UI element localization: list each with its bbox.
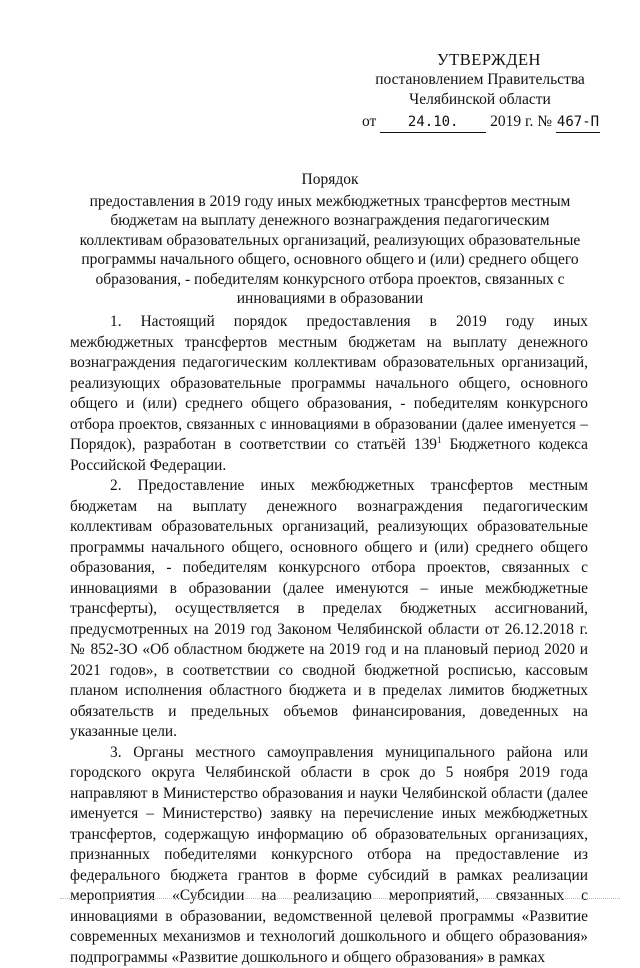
paragraph-2: 2. Предоставление иных межбюджетных трансфертов местным бюджетам на выплату денежного вознаграждения педагогическим коллективам образовательных организаций, реализующих образовательные программы начального общего, основного общего и (или) среднего общего образования, - победителям конкурсного отбора проектов, связанных с инновациями в образовании (далее именуются – иные межбюджетные трансферты), осуществляется в пределах бюджетных ассигнований, предусмотренных на 2019 год Законом Челябинской области от 26.12.2018 г. № 852-ЗО «Об областном бюджете на 2019 год и на плановый период 2020 и 2021 годов», в соответствии со сводной бюджетной росписью, кассовым планом исполнения областного бюджета и в пределах лимитов бюджетных обязательств и предельных объемов финансирования, доведенных на указанные цели. — [70, 476, 588, 743]
paragraph-3: 3. Органы местного самоуправления муниципального района или городского округа Челябинской области в срок до 5 ноября 2019 года направляют в Министерство образования и науки Челябинской области (далее именуется – Министерство) заявку на перечисление иных межбюджетных трансфертов, содержащую информацию об образовательных организациях, признанных победителями конкурсного отбора на предоставление из федерального бюджета грантов в форме субсидий в рамках реализации мероприятия «Субсидии на реализацию мероприятий, связанных с инновациями в образовании, ведомственной целевой программы «Развитие современных механизмов и технологий дошкольного и общего образования» подпрограммы «Развитие дошкольного и общего образования» в рамках — [70, 743, 588, 968]
approved-heading: УТВЕРЖДЕН — [378, 50, 600, 70]
region-line: Челябинской области — [360, 90, 600, 110]
document-title — [70, 170, 590, 309]
approved-by-line: постановлением Правительства — [360, 70, 600, 90]
date-number-line — [362, 112, 600, 133]
handwritten-date: 24.10. — [380, 112, 486, 133]
date-year: 2019 г. № — [490, 113, 552, 130]
paragraph-1-text: 1. Настоящий порядок предоставления в 2019 году иных межбюджетных трансфертов местным бюджетам на выплату денежного вознаграждения педагогическим коллективам образовательных организаций, реализующих образовательные программы начального общего, основного общего и (или) среднего общего образования, - победителям конкурсного отбора проектов, связанных с инновациями в образовании (далее именуется – Порядок), разработан в соответствии со статьёй 139 — [70, 313, 588, 453]
scan-edge-divider — [60, 898, 620, 899]
paragraph-1-tail: Бюджетного кодекса Российской Федерации. — [70, 436, 588, 474]
title-main: Порядок — [70, 170, 590, 190]
date-prefix: от — [362, 113, 376, 130]
handwritten-number: 467-П — [556, 112, 600, 133]
title-subtitle: предоставления в 2019 году иных межбюджетных трансфертов местным бюджетам на выплату денежного вознаграждения педагогическим коллективам образовательных организаций, реализующих образовательные программы начального общего, основного общего и (или) среднего общего образования, - победителям конкурсного отбора проектов, связанных с инновациями в образовании — [70, 192, 590, 309]
paragraph-1 — [70, 312, 588, 476]
document-body — [70, 312, 588, 968]
article-superscript: 1 — [437, 435, 442, 445]
approval-stamp — [360, 50, 600, 133]
